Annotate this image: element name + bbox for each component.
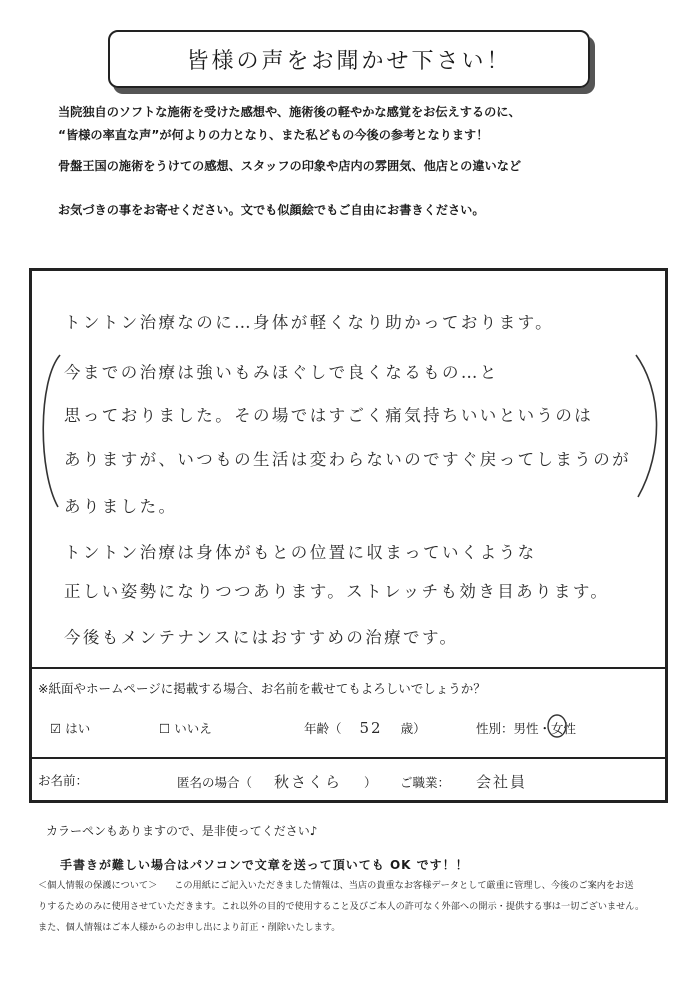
handwritten-line: ありますが、いつもの生活は変わらないのですぐ戻ってしまうのが [64, 450, 631, 469]
privacy-line-2: りするためのみに使用させていただきます。これ以外の目的で使用すること及びご本人の許可なく外部への開示・提供する事は一切ございません。 [38, 901, 645, 912]
gender-female [551, 721, 576, 736]
handwritten-line: トントン治療なのに…身体が軽くなり助かっております。 [64, 313, 555, 332]
age-label: 年齢（ [304, 721, 342, 736]
occupation-value: 会社員 [476, 773, 528, 791]
privacy-heading: ＜個人情報の保護について＞ [38, 880, 158, 891]
privacy-line-3: また、個人情報はご本人様からのお申し出により訂正・削除いたします。 [38, 922, 341, 933]
anonymous-close: ） [364, 775, 377, 790]
left-bracket-drawing [34, 351, 64, 511]
circled-selection-mark [545, 713, 569, 739]
permission-no-option [159, 719, 212, 737]
handwritten-line: 思っておりました。その場ではすごく痛気持ちいいというのは [64, 406, 594, 425]
occupation-field [400, 771, 527, 792]
anonymous-name-value: 秋さくら [274, 773, 343, 791]
anonymous-name-field [177, 771, 377, 792]
gender-separator: ・ [538, 721, 552, 736]
gender-female-label: 女性 [551, 721, 577, 736]
gender-male: 男性 [513, 721, 539, 736]
page-title: 皆様の声をお聞かせ下さい！ [108, 30, 590, 88]
privacy-line-1 [38, 877, 634, 891]
checked-box-icon: ☑ [50, 721, 62, 736]
intro-line-2: “皆様の率直な声”が何よりの力となり、また私どもの今後の参考となります！ [58, 128, 489, 142]
color-pen-note: カラーペンもありますので、是非使ってください♪ [46, 824, 318, 838]
privacy-text-1: この用紙にご記入いただきました情報は、当店の貴重なお客様データとして厳重に管理し、今後のご案内をお送 [174, 880, 634, 891]
section-divider [32, 757, 665, 759]
section-divider [32, 667, 665, 669]
handwritten-line: 今までの治療は強いもみほぐしで良くなるもの…と [64, 363, 499, 382]
intro-line-1: 当院独自のソフトな施術を受けた感想や、施術後の軽やかな感覚をお伝えするのに、 [58, 105, 521, 119]
occupation-label: ご職業： [400, 775, 451, 790]
anonymous-label: 匿名の場合（ [177, 775, 253, 790]
no-label: いいえ [174, 721, 212, 736]
handwritten-line: ありました。 [64, 497, 178, 516]
unchecked-box-icon: ☐ [159, 721, 171, 736]
gender-field [476, 719, 576, 737]
permission-yes-option [50, 719, 90, 737]
permission-question: ※紙面やホームページに掲載する場合、お名前を載せてもよろしいでしょうか？ [38, 681, 486, 696]
handwritten-line: 今後もメンテナンスにはおすすめの治療です。 [64, 628, 459, 647]
pc-submission-note: 手書きが難しい場合はパソコンで文章を送って頂いても OK です！！ [60, 858, 469, 872]
right-bracket-drawing [632, 351, 666, 501]
age-suffix: 歳） [400, 721, 426, 736]
age-value: 52 [359, 719, 383, 737]
feedback-form-box [29, 268, 668, 803]
gender-label: 性別： [476, 721, 514, 736]
age-field [304, 719, 426, 737]
name-label: お名前： [38, 773, 89, 788]
handwritten-line: トントン治療は身体がもとの位置に収まっていくような [64, 543, 537, 562]
yes-label: はい [65, 721, 91, 736]
handwritten-line: 正しい姿勢になりつつあります。ストレッチも効き目あります。 [64, 582, 610, 601]
intro-line-4: お気づきの事をお寄せください。文でも似顔絵でもご自由にお書きください。 [58, 203, 485, 217]
intro-line-3: 骨盤王国の施術をうけての感想、スタッフの印象や店内の雰囲気、他店との違いなど [58, 159, 522, 173]
